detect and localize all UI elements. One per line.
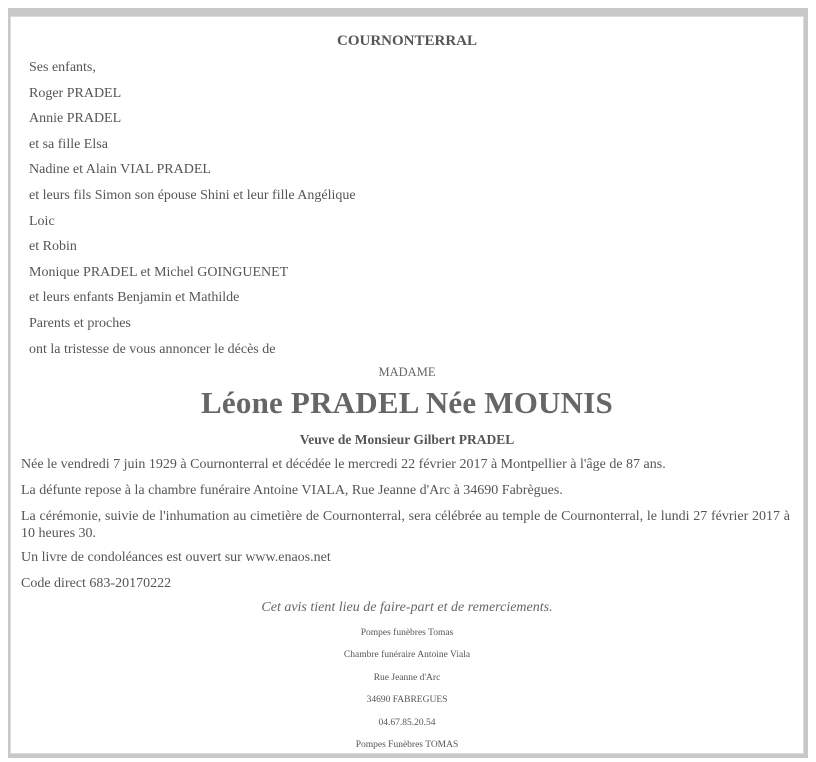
footer-line: Chambre funéraire Antoine Viala [343,650,471,661]
repose-paragraph: La défunte repose à la chambre funéraire Antoine VIALA, Rue Jeanne d'Arc à 34690 Fabrègues. [21,483,563,498]
footer-line: 04.67.85.20.54 [378,717,436,728]
family-line: Roger PRADEL [29,85,122,101]
honorific-title: MADAME [378,365,436,379]
footer-line: Pompes funèbres Tomas [360,628,454,638]
family-line: et sa fille Elsa [29,136,108,152]
condolences-paragraph: Un livre de condoléances est ouvert sur www.enaos.net [21,550,331,565]
family-line: Annie PRADEL [29,111,122,127]
family-line: et Robin [29,239,77,255]
funeral-home-footer [11,627,803,754]
footer-line: 34690 FABREGUES [366,695,448,706]
family-line: Monique PRADEL et Michel GOINGUENET [29,264,289,280]
family-line: Loic [29,213,55,229]
family-line: Ses enfants, [29,60,96,75]
family-list [29,59,769,366]
family-line: et leurs enfants Benjamin et Mathilde [29,290,240,306]
footer-line: Rue Jeanne d'Arc [373,672,441,683]
family-line: Parents et proches [29,315,131,331]
notice-line: Cet avis tient lieu de faire-part et de remerciements. [261,600,553,615]
deceased-name: Léone PRADEL Née MOUNIS [201,385,613,420]
birth-death-paragraph: Née le vendredi 7 juin 1929 à Cournonterral et décédée le mercredi 22 février 2017 à Montpellier à l'âge de 87 ans. [21,457,666,472]
page-frame [8,8,808,758]
code-paragraph: Code direct 683-20170222 [21,576,172,591]
obituary-sheet [10,16,804,754]
ceremony-paragraph: La cérémonie, suivie de l'inhumation au cimetière de Cournonterral, sera célébrée au temple de Cournonterral, le lundi 27 février 2017 à 10 heures 30. [21,509,790,541]
family-line: Nadine et Alain VIAL PRADEL [29,162,211,178]
family-line: et leurs fils Simon son épouse Shini et leur fille Angélique [29,187,356,203]
location-heading: COURNONTERRAL [336,33,477,49]
footer-line: Pompes Funèbres TOMAS [355,739,459,750]
spouse-line: Veuve de Monsieur Gilbert PRADEL [299,432,515,447]
family-line: ont la tristesse de vous annoncer le décès de [29,341,276,357]
